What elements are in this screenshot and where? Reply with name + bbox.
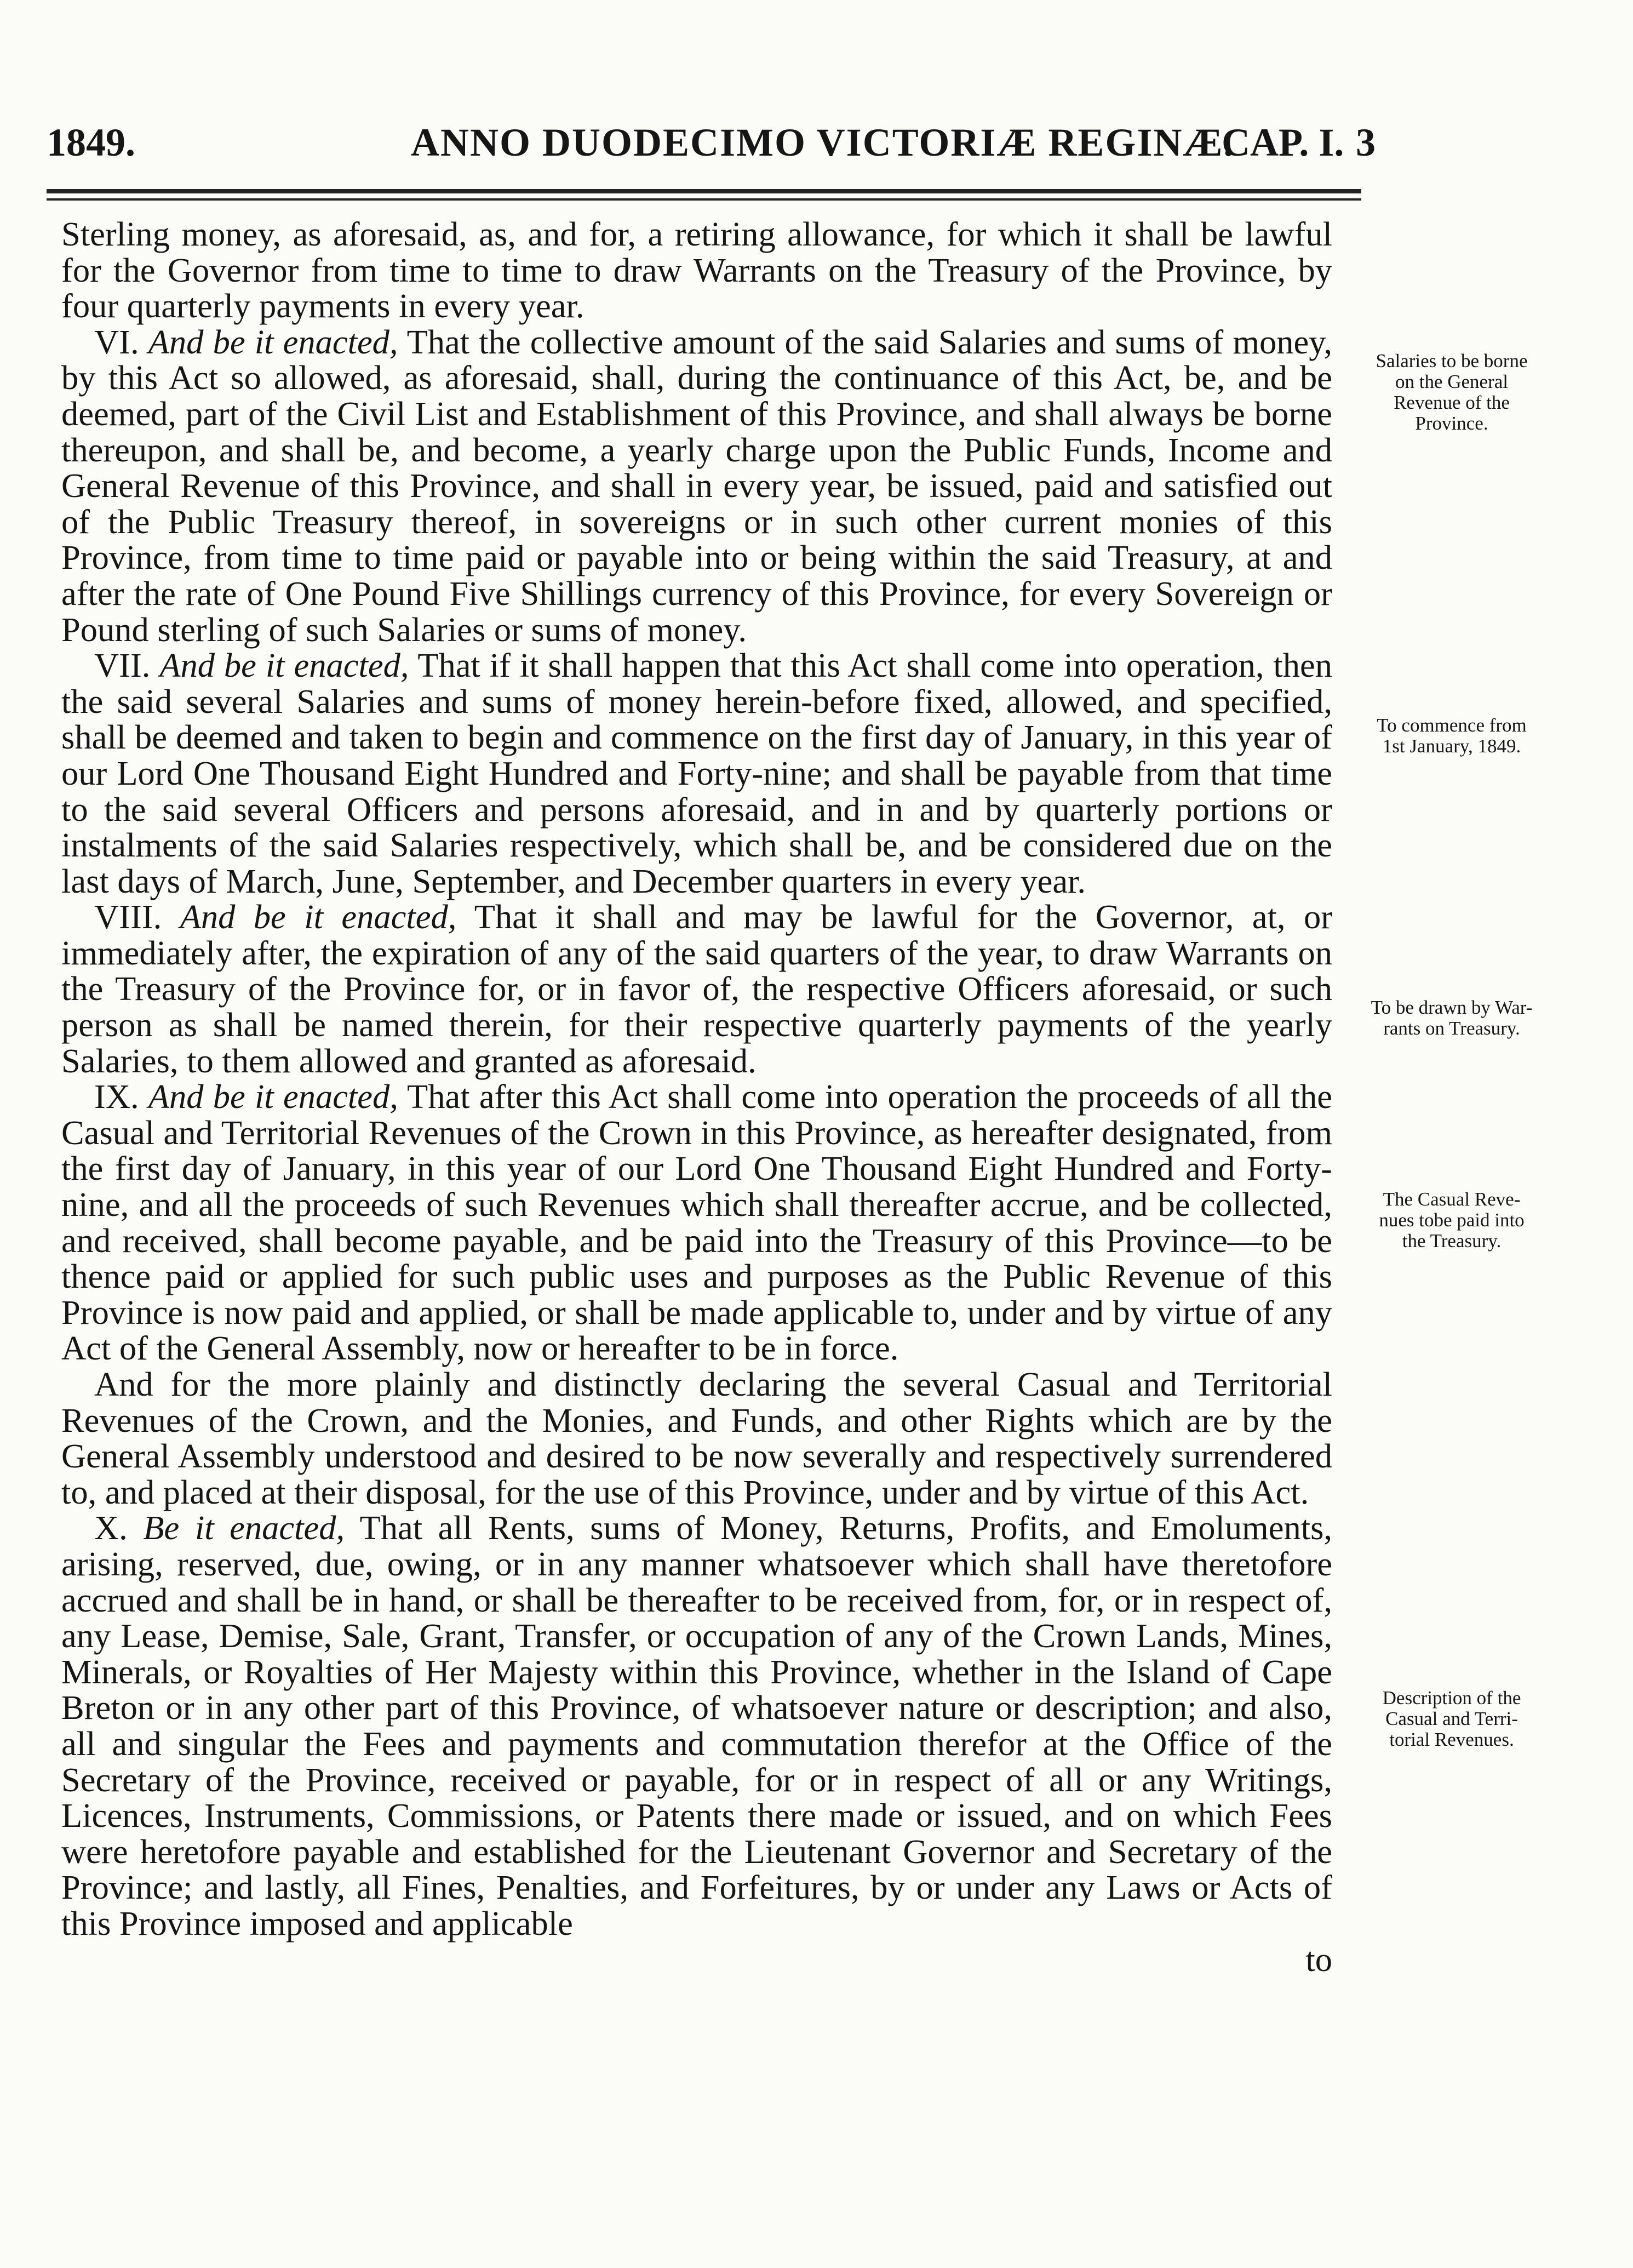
header-title: ANNO DUODECIMO VICTORIÆ REGINÆ.	[411, 121, 1235, 164]
paragraph-text: That after this Act shall come into operation the proceeds of all the Casual and Territorial Revenues of the Crown in this Province, as hereafter designated, from the first day of January, in this year of our Lord One Thousand Eight Hundred and Forty-nine, and all the proceeds of such Revenues which shall thereafter accrue, and be collected, and received, shall become payable, and be paid into the Treasury of this Province—to be thence paid or applied for such public uses and purposes as the Public Revenue of this Province is now paid and applied, or shall be made applicable to, under and by virtue of any Act of the General Assembly, now or hereafter to be in force.	[61, 1077, 1333, 1368]
enacting-words: And be it enacted,	[159, 646, 409, 685]
section-number: VII.	[94, 646, 151, 685]
margin-note-line: Revenue of the	[1394, 392, 1510, 413]
section-number: IX.	[94, 1077, 139, 1116]
section-x	[61, 1510, 1332, 1941]
section-number: VIII.	[94, 898, 162, 936]
section-ix	[61, 1079, 1332, 1367]
running-header	[47, 118, 1376, 167]
enacting-words: And be it enacted,	[148, 1077, 398, 1116]
section-viii	[61, 899, 1332, 1079]
enacting-words: And be it enacted,	[180, 898, 457, 936]
margin-note-line: Salaries to be borne	[1376, 350, 1528, 372]
margin-note-line: the Treasury.	[1402, 1230, 1502, 1252]
margin-note-warrants	[1342, 997, 1561, 1039]
margin-note-line: To commence from	[1377, 715, 1527, 736]
margin-note-description	[1342, 1688, 1561, 1750]
margin-note-line: on the General	[1395, 371, 1509, 392]
section-vii	[61, 648, 1332, 899]
margin-note-salaries	[1342, 351, 1561, 434]
section-number: VI.	[94, 322, 139, 361]
margin-note-line: Description of the	[1382, 1687, 1521, 1709]
margin-note-line: torial Revenues.	[1389, 1729, 1514, 1750]
paragraph-text: Sterling money, as aforesaid, as, and for, a retiring allowance, for which it shall be lawful for the Governor from time to time to draw Warrants on the Treasury of the Province, by four quarterly payments in every year.	[61, 215, 1332, 325]
section-vi	[61, 324, 1332, 648]
paragraph-continuation	[61, 216, 1332, 324]
header-year: 1849.	[47, 121, 135, 164]
declaratory-paragraph	[61, 1367, 1332, 1510]
margin-note-line: Province.	[1415, 413, 1488, 434]
page-number: 3	[1356, 121, 1376, 164]
paragraph-text: And for the more plainly and distinctly declaring the several Casual and Territorial Revenues of the Crown, and the Monies, and Funds, and other Rights which are by the General Assembly understood and desired to be now severally and respectively surrendered to, and placed at their disposal, for the use of this Province, under and by virtue of this Act.	[61, 1365, 1332, 1511]
margin-note-casual-revenues	[1342, 1189, 1561, 1252]
header-chapter: CAP. I.	[1222, 121, 1344, 164]
margin-note-commence	[1342, 715, 1561, 757]
statute-body	[61, 216, 1332, 1978]
paragraph-text: That if it shall happen that this Act shall come into operation, then the said several Salaries and sums of money herein-before fixed, allowed, and specified, shall be deemed and taken to begin and commence on the first day of January, in this year of our Lord One Thousand Eight Hundred and Forty-nine; and shall be payable from that time to the said several Officers and persons aforesaid, and in and by quarterly portions or instalments of the said Salaries respectively, which shall be, and be considered due on the last days of March, June, September, and December quarters in every year.	[61, 646, 1333, 900]
margin-note-line: 1st January, 1849.	[1382, 735, 1521, 757]
header-rule-thin	[47, 198, 1361, 201]
paragraph-text: That it shall and may be lawful for the Governor, at, or immediately after, the expiration of any of the said quarters of the year, to draw Warrants on the Treasury of the Province for, or in favor of, the respective Officers aforesaid, or such person as shall be named therein, for their respective quarterly payments of the yearly Salaries, to them allowed and granted as aforesaid.	[61, 898, 1333, 1080]
margin-note-line: Casual and Terri-	[1385, 1708, 1518, 1729]
catchword: to	[1305, 1940, 1332, 1979]
paragraph-text: That the collective amount of the said Salaries and sums of money, by this Act so allowed, as aforesaid, shall, during the continuance of this Act, be, and be deemed, part of the Civil List and Establishment of this Province, and shall always be borne thereupon, and shall be, and become, a yearly charge upon the Public Funds, Income and General Revenue of this Province, and shall in every year, be issued, paid and satisfied out of the Public Treasury thereof, in sovereigns or in such other current monies of this Province, from time to time paid or payable into or being within the said Treasury, at and after the rate of One Pound Five Shillings currency of this Province, for every Sovereign or Pound sterling of such Salaries or sums of money.	[61, 322, 1333, 649]
margin-note-line: rants on Treasury.	[1383, 1018, 1520, 1039]
paragraph-text: That all Rents, sums of Money, Returns, Profits, and Emoluments, arising, reserved, due, owing, or in any manner whatsoever which shall have theretofore accrued and shall be in hand, or shall be thereafter to be received from, for, or in respect of, any Lease, Demise, Sale, Grant, Transfer, or occupation of any of the Crown Lands, Mines, Minerals, or Royalties of Her Majesty within this Province, whether in the Island of Cape Breton or in any other part of this Province, of whatsoever nature or description; and also, all and singular the Fees and payments and commutation therefor at the Office of the Secretary of the Province, received or payable, for or in respect of all or any Writings, Licences, Instruments, Commissions, or Patents there made or issued, and on which Fees were heretofore payable and established for the Lieutenant Governor and Secretary of the Province; and lastly, all Fines, Penalties, and Forfeitures, by or under any Laws or Acts of this Province imposed and applicable	[61, 1509, 1333, 1943]
margin-note-line: To be drawn by War-	[1371, 997, 1533, 1018]
header-rule	[47, 189, 1361, 193]
margin-note-line: The Casual Reve-	[1383, 1189, 1521, 1210]
margin-note-line: nues tobe paid into	[1379, 1209, 1525, 1231]
section-number: X.	[94, 1509, 128, 1547]
enacting-words: And be it enacted,	[148, 322, 398, 361]
enacting-words: Be it enacted,	[143, 1509, 345, 1547]
